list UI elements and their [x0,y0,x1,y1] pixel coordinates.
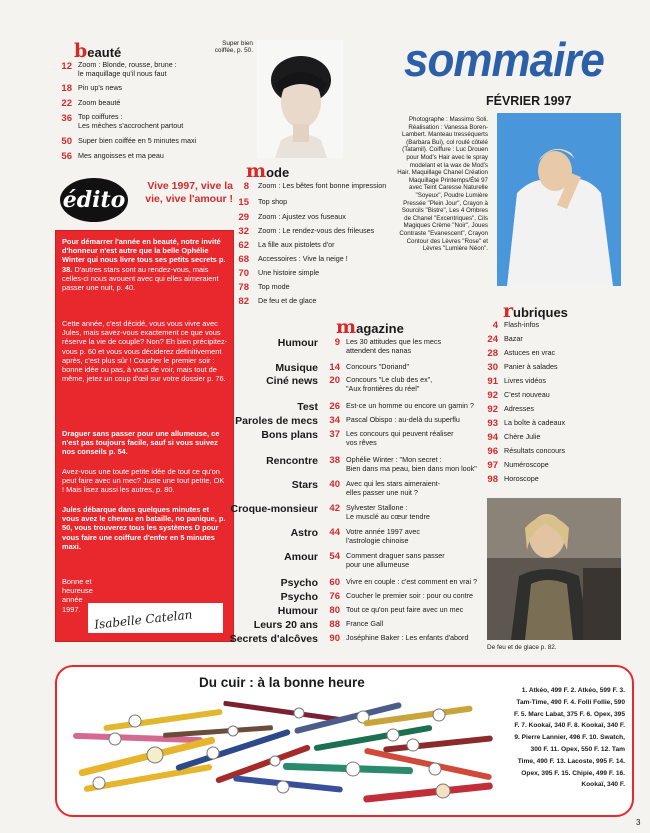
list-item: La fille aux pistolets d'or [258,240,335,249]
category-label: Psycho [280,591,318,603]
page-number: 80 [329,605,340,616]
heading-rest: ode [266,165,290,180]
list-item: Concours "Doriand" [346,362,410,371]
list-item: Mes angoisses et ma peau [78,151,164,160]
category-label: Humour [277,605,318,617]
page-number: 76 [329,591,340,602]
heading-initial: m [246,160,267,182]
page-number: 98 [487,474,498,485]
list-item: Avec qui les stars aimeraient- [346,479,441,488]
category-label: Amour [284,551,318,563]
edito-text [62,237,228,292]
list-item: Une histoire simple [258,268,320,277]
list-item-cont: Bien dans ma peau, bien dans mon look" [346,464,477,473]
list-item: Comment draguer sans passer [346,551,445,560]
page-number: 97 [487,460,498,471]
issue-date: FÉVRIER 1997 [486,94,572,108]
photo-caption: Super bien coiffée, p. 50. [214,40,253,55]
page-number: 38 [329,455,340,466]
edito-paragraph-bold: Jules débarque dans quelques minutes et vous avez le cheveu en bataille, no panique, p. 50, vous trouverez tous les systèmes D pour vous faire une coiffure d'enfer en 5 minutes maxi. [62,505,226,551]
page-number: 8 [243,181,249,192]
list-item: France Gall [346,619,384,628]
list-item: Concours "Le club des ex", [346,375,433,384]
page-number: 32 [238,226,249,237]
page-number: 22 [61,98,72,109]
edito-paragraph: D'autres stars sont au rendez-vous, mais celles-ci nous avouent avec qui elles aimeraient passer une nuit, p. 40. [62,264,219,293]
watches-illustration [63,695,503,811]
watches-credits: 1. Atkéo, 499 F. 2. Atkéo, 599 F. 3. Tam-Time, 490 F. 4. Folli Follie, 590 F. 5. Marc Labat, 375 F. 6. Opex, 395 F. 7. Kookaï, 340 F. 8. Kookaï, 340 F. 9. Pierre Lannier, 496 F. 10. Swatch, 300 F. 11. Opex, 550 F. 12. Tam Time, 490 F. 13. Lacoste, 995 F. 14. Opex, 395 F. 15. Chipie, 499 F. 16. Kookaï, 340 F. [513,687,625,789]
category-label: Test [297,401,318,413]
signature-box [88,603,223,633]
list-item: Top shop [258,197,288,206]
list-item-cont: Les mèches s'accrochent partout [78,121,184,130]
list-item-cont: elles passer une nuit ? [346,488,418,497]
category-label: Leurs 20 ans [253,619,318,631]
watches-feature [55,665,634,817]
photo-caption: De feu et de glace p. 82. [487,644,557,651]
heading-initial: r [503,300,514,322]
page-number: 12 [61,61,72,72]
edito-paragraph: Cette année, c'est décidé, vous vous vivre avec Jules, mais savez-vous exactement ce que vous réserve la vie de couple? Non? Eh bien précipitez-vous p. 60 et vous vous déciderez définitivement après, c'est plus sûr ! Coucher le premier soir : bonne idée ou pas, à vous de voir, mais tout de même, jetez un coup d'œil sur votre dossier p. 76. [62,319,228,384]
list-item: Est-ce un homme ou encore un gamin ? [346,401,474,410]
page-number: 37 [329,429,340,440]
list-item-cont: l'astrologie chinoise [346,536,409,545]
page-number: 28 [487,348,498,359]
watch-16 [363,782,493,803]
list-item: Zoom : Blonde, rousse, brune : [78,60,177,69]
section-heading-beaute [74,40,121,62]
list-item: De feu et de glace [258,296,317,305]
edito-paragraph-bold: Draguer sans passer pour une allumeuse, ce n'est pas toujours facile, sauf si vous suivez nos conseils p. 54. [62,429,220,457]
list-item: La boîte à cadeaux [504,418,566,427]
category-label: Ciné news [266,375,318,387]
list-item-cont: "Aux frontières du réel" [346,384,420,393]
signature: Isabelle Catelan [93,607,193,632]
category-label: Humour [277,337,318,349]
heading-rest: ubriques [513,305,568,320]
list-item: Les concours qui peuvent réaliser [346,429,454,438]
category-label: Musique [275,362,318,374]
page-number: 29 [238,212,249,223]
fashion-photo [487,498,621,640]
edito-paragraph: Avez-vous une toute petite idée de tout ce qu'on peut faire avec un mec? Juste une tout petite, OK ! Mais lisez aussi les autres, p. 80. [62,467,225,495]
page-number: 14 [329,362,340,373]
list-item: Pascal Obispo : au-delà du superflu [346,415,460,424]
list-item: Chère Julie [504,432,541,441]
list-item-cont: attendent des nanas [346,346,412,355]
heading-rest: eauté [87,45,122,60]
page-number: 94 [487,432,498,443]
watches-title: Du cuir : à la bonne heure [199,675,365,690]
page-number: 30 [487,362,498,373]
list-item: Sylvester Stallone : [346,503,408,512]
list-item: Zoom : Les bêtes font bonne impression [258,181,387,190]
watch-5 [163,725,273,738]
page-number: 50 [61,136,72,147]
list-item: Top mode [258,282,290,291]
page-number: 4 [492,320,498,331]
list-item: Accessoires : Vive la neige ! [258,254,348,263]
list-item: C'est nouveau [504,390,550,399]
list-item: Zoom : Le rendez-vous des frileuses [258,226,375,235]
category-label: Secrets d'alcôves [229,633,318,645]
page-number: 42 [329,503,340,514]
list-item: Livres vidéos [504,376,546,385]
edito-box [55,230,234,642]
page-number: 40 [329,479,340,490]
page-number: 56 [61,151,72,162]
list-item: Top coiffures : [78,112,123,121]
edito-tagline: Vive 1997, vive la vie, vive l'amour ! [145,180,233,205]
watch-14 [383,735,493,752]
heading-rest: agazine [356,321,404,336]
list-item-cont: le maquillage qu'il nous faut [78,69,167,78]
page-number: 82 [238,296,249,307]
section-heading-rubriques [503,300,568,322]
page-number: 93 [487,418,498,429]
page-number: 54 [329,551,340,562]
page-number: 24 [487,334,498,345]
list-item: Résultats concours [504,446,566,455]
page-number: 20 [329,375,340,386]
list-item: Les 30 attitudes que les mecs [346,337,442,346]
page-number: 62 [238,240,249,251]
category-label: Rencontre [266,455,318,467]
list-item: Super bien coiffée en 5 minutes maxi [78,136,197,145]
watch-8 [233,775,343,793]
page-number: 36 [61,113,72,124]
page-number: 90 [329,633,340,644]
list-item-cont: vos rêves [346,438,377,447]
page-number: 15 [238,197,249,208]
list-item: Flash-infos [504,320,540,329]
section-heading-mode [246,160,289,182]
masthead-title: sommaire [404,34,604,87]
cover-photo [497,113,621,286]
list-item: Pin up's news [78,83,123,92]
list-item-cont: pour une allumeuse [346,560,410,569]
watch-12 [283,762,413,776]
category-label: Psycho [280,577,318,589]
category-label: Paroles de mecs [235,415,318,427]
section-heading-magazine [336,316,404,338]
page-number: 88 [329,619,340,630]
list-item: Vivre en couple : c'est comment en vrai ? [346,577,478,586]
category-label: Stars [291,479,318,491]
page-number: 70 [238,268,249,279]
page-number: 96 [487,446,498,457]
category-label: Astro [290,527,318,539]
page-number: 44 [329,527,340,538]
page-number: 26 [329,401,340,412]
list-item: Numéroscope [504,460,549,469]
hairstyle-photo [257,40,343,158]
list-item: Ophélie Winter : "Mon secret : [346,455,442,464]
list-item: Zoom : Ajustez vos fuseaux [258,212,346,221]
watch-15 [364,748,492,781]
list-item: Bazar [504,334,523,343]
category-label: Bons plans [261,429,318,441]
heading-initial: m [336,316,357,338]
page-number-footer: 3 [636,818,641,827]
page-number: 92 [487,390,498,401]
page-number: 68 [238,254,249,265]
list-item: Astuces en vrac [504,348,556,357]
list-item-cont: Le musclé au cœur tendre [346,512,430,521]
list-item: Tout ce qu'on peut faire avec un mec [346,605,464,614]
list-item: Votre année 1997 avec [346,527,420,536]
list-item: Coucher le premier soir : pour ou contre [346,591,474,600]
page-number: 91 [487,376,498,387]
page-number: 78 [238,282,249,293]
page-number: 60 [329,577,340,588]
edito-closing: Bonne et heureuse année 1997. [62,577,93,614]
edito-paragraph-bold: Pour démarrer l'année en beauté, notre invité d'honneur n'est autre que la belle Ophélie Winter qui nous livre tous ses petits secrets p. 38. [62,237,226,274]
category-label: Croque-monsieur [230,503,318,515]
page-number: 92 [487,404,498,415]
list-item: Adresses [504,404,534,413]
list-item: Joséphine Baker : Les enfants d'abord [346,633,469,642]
watch-9 [223,701,343,723]
page-number: 18 [61,83,72,94]
heading-initial: b [74,40,88,62]
watch-1 [103,709,223,732]
cover-credits: Photographe : Massimo Soli. Réalisation : Vanessa Boren-Lambert. Manteau tresséquerts (Barbara Bui), col roulé côtelé (Tatamil). Coiffure : Luc Drouen pour Mod's Hair avec le spray modelant et la wax de Mod's Hair. Maquillage Chanel Création Maquillage Printemps/Été 97 avec Teint Caresse Naturelle "Soyeux", Poudre Lumière Pressée "Plein Jour", Crayon à Sourcils "Bistre", Les 4 Ombres de Chanel "Excentriques", Cils Magiques Crème "Noir", Joues Contraste "Evanescent", Crayon Contour des Lèvres "Rose" et Lèvres "Lumière Néon". [397,116,488,253]
page-number: 34 [329,415,340,426]
edito-badge: édito [60,178,128,222]
list-item: Zoom beauté [78,98,121,107]
page-number: 9 [334,337,340,348]
list-item: Panier à salades [504,362,558,371]
list-item: Horoscope [504,474,539,483]
